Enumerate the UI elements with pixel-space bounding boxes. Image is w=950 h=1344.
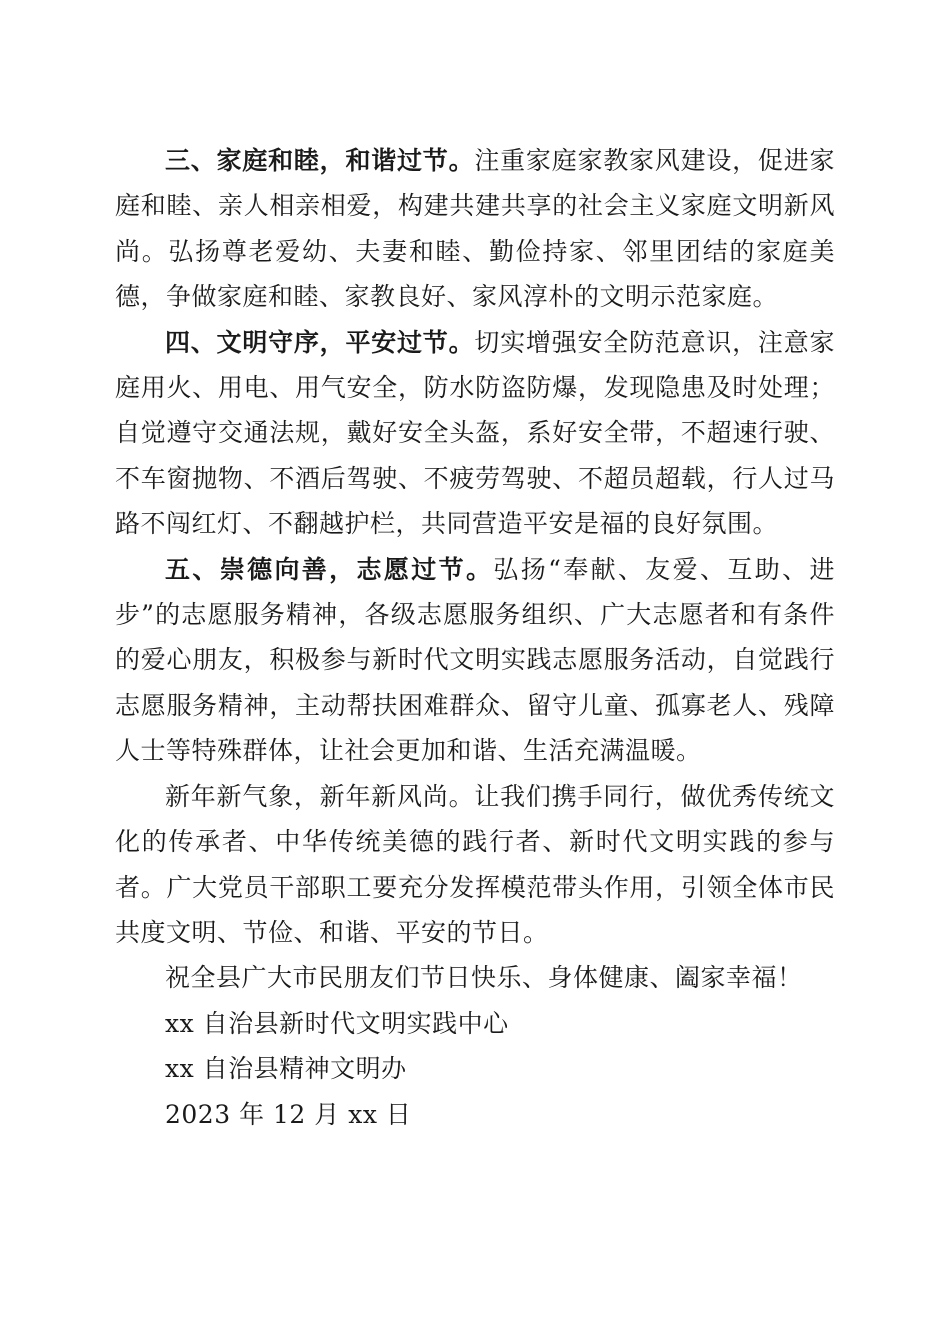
closing-wish: 祝全县广大市民朋友们节日快乐、身体健康、阖家幸福！ xyxy=(165,963,803,993)
paragraph-safety xyxy=(115,320,835,547)
paragraph-heading: 四、文明守序，平安过节。 xyxy=(165,327,475,357)
paragraph-family-harmony xyxy=(115,138,835,320)
paragraph-body: 切实增强安全防范意识，注意家庭用火、用电、用气安全，防水防盗防爆，发现隐患及时处理；自觉遵守交通法规，戴好安全头盔，系好安全带，不超速行驶、不车窗抛物、不酒后驾驶、不疲劳驾驶、不超员超载，行人过马路不闯红灯、不翻越护栏，共同营造平安是福的良好氛围。 xyxy=(115,327,835,539)
paragraph-body: 弘扬“奉献、友爱、互助、进步”的志愿服务精神，各级志愿服务组织、广大志愿者和有条件的爱心朋友，积极参与新时代文明实践志愿服务活动，自觉践行志愿服务精神，主动帮扶困难群众、留守儿童、孤寡老人、残障人士等特殊群体，让社会更加和谐、生活充满温暖。 xyxy=(115,554,835,766)
paragraph-volunteer xyxy=(115,547,835,774)
document-page xyxy=(115,138,835,1137)
signatory-practice-center: xx 自治县新时代文明实践中心 xyxy=(165,1008,509,1038)
document-date: 2023 年 12 月 xx 日 xyxy=(165,1099,412,1129)
paragraph-heading: 五、崇德向善，志愿过节。 xyxy=(165,554,494,584)
signatory-civilization-office: xx 自治县精神文明办 xyxy=(165,1054,407,1084)
paragraph-body: 新年新气象，新年新风尚。让我们携手同行，做优秀传统文化的传承者、中华传统美德的践行者、新时代文明实践的参与者。广大党员干部职工要充分发挥模范带头作用，引领全体市民共度文明、节俭、和谐、平安的节日。 xyxy=(115,781,835,947)
paragraph-new-year xyxy=(115,774,835,956)
paragraph-body: 注重家庭家教家风建设，促进家庭和睦、亲人相亲相爱，构建共建共享的社会主义家庭文明新风尚。弘扬尊老爱幼、夫妻和睦、勤俭持家、邻里团结的家庭美德，争做家庭和睦、家教良好、家风淳朴的文明示范家庭。 xyxy=(115,146,835,312)
paragraph-heading: 三、家庭和睦，和谐过节。 xyxy=(165,146,475,175)
